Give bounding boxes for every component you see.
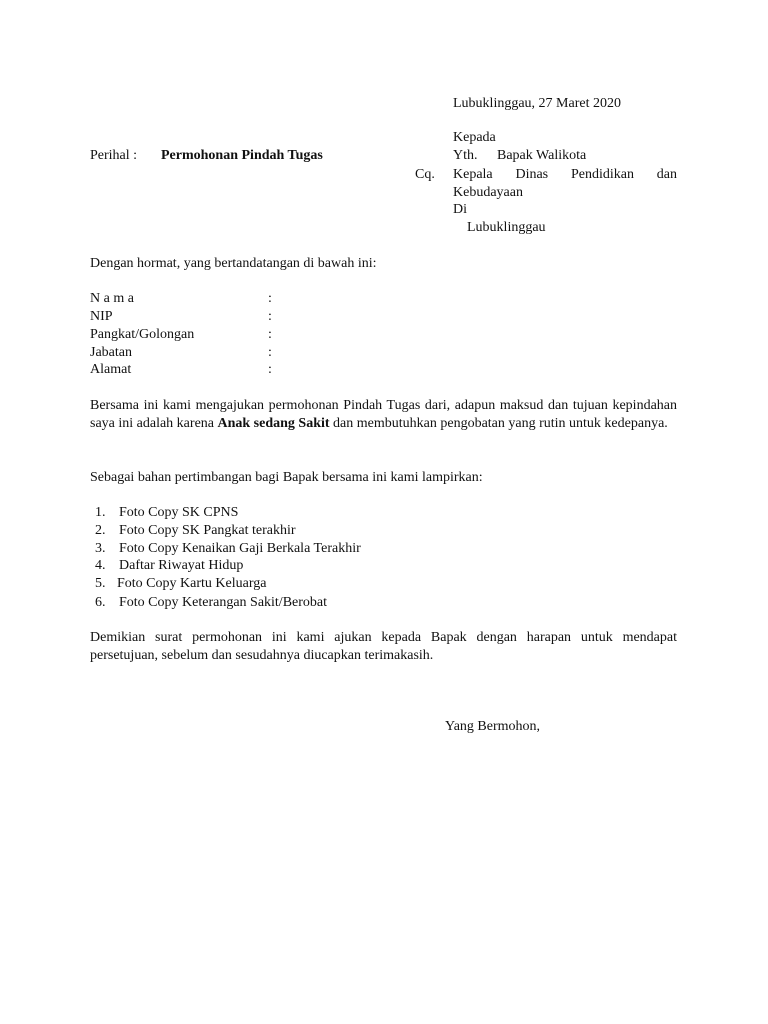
attachment-number: 1. xyxy=(95,505,106,520)
place-date: Lubuklinggau, 27 Maret 2020 xyxy=(453,96,621,111)
greeting: Dengan hormat, yang bertandatangan di bawah ini: xyxy=(90,256,377,271)
attachment-number: 6. xyxy=(95,595,106,610)
body-paragraph-2: Sebagai bahan pertimbangan bagi Bapak bersama ini kami lampirkan: xyxy=(90,470,483,485)
field-row-nama xyxy=(90,290,290,308)
recipient-cq-line2: Kebudayaan xyxy=(453,185,523,200)
attachment-text: Foto Copy Kartu Keluarga xyxy=(117,576,267,591)
recipient-cq: Cq. xyxy=(415,167,435,182)
body-paragraph-1 xyxy=(90,397,677,432)
recipient-city: Lubuklinggau xyxy=(467,220,546,235)
attachment-text: Foto Copy Kenaikan Gaji Berkala Terakhir xyxy=(119,541,361,556)
field-colon: : xyxy=(268,309,272,324)
field-label: NIP xyxy=(90,309,113,324)
field-row-jabatan xyxy=(90,344,290,362)
field-row-alamat xyxy=(90,361,290,379)
body1-bold-reason: Anak sedang Sakit xyxy=(217,415,330,431)
body1-text-end: dan membutuhkan pengobatan yang rutin untuk kedepanya. xyxy=(333,415,668,431)
closing-paragraph: Demikian surat permohonan ini kami ajukan kepada Bapak dengan harapan untuk mendapat persetujuan, sebelum dan sesudahnya diucapkan terimakasih. xyxy=(90,630,677,663)
attachment-text: Daftar Riwayat Hidup xyxy=(119,558,244,573)
field-colon: : xyxy=(268,362,272,377)
recipient-yth: Yth. xyxy=(453,148,478,163)
subject-label: Perihal : xyxy=(90,148,138,163)
field-label: Pangkat/Golongan xyxy=(90,327,195,342)
recipient-cq-line1: Kepala Dinas Pendidikan dan xyxy=(453,167,677,182)
recipient-di: Di xyxy=(453,202,467,217)
field-colon: : xyxy=(268,327,272,342)
signoff: Yang Bermohon, xyxy=(445,719,541,734)
field-colon: : xyxy=(268,345,272,360)
attachment-text: Foto Copy Keterangan Sakit/Berobat xyxy=(119,595,328,610)
body1-text-start: Bersama ini kami mengajukan permohonan Pindah Tugas dari, adapun maksud dan tujuan kepindahan saya ini adalah karena xyxy=(90,398,677,431)
attachment-text: Foto Copy SK CPNS xyxy=(119,505,239,520)
recipient-kepada: Kepada xyxy=(453,130,496,145)
field-colon: : xyxy=(268,291,272,306)
subject-value: Permohonan Pindah Tugas xyxy=(161,148,323,163)
attachment-text: Foto Copy SK Pangkat terakhir xyxy=(119,523,296,538)
field-row-pangkat xyxy=(90,326,290,344)
recipient-yth-name: Bapak Walikota xyxy=(497,148,587,163)
attachment-number: 4. xyxy=(95,558,106,573)
attachment-number: 5. xyxy=(95,576,106,591)
field-label: Alamat xyxy=(90,362,132,377)
field-row-nip xyxy=(90,308,290,326)
attachment-number: 3. xyxy=(95,541,106,556)
field-label: N a m a xyxy=(90,291,134,306)
attachment-number: 2. xyxy=(95,523,106,538)
field-label: Jabatan xyxy=(90,345,132,360)
